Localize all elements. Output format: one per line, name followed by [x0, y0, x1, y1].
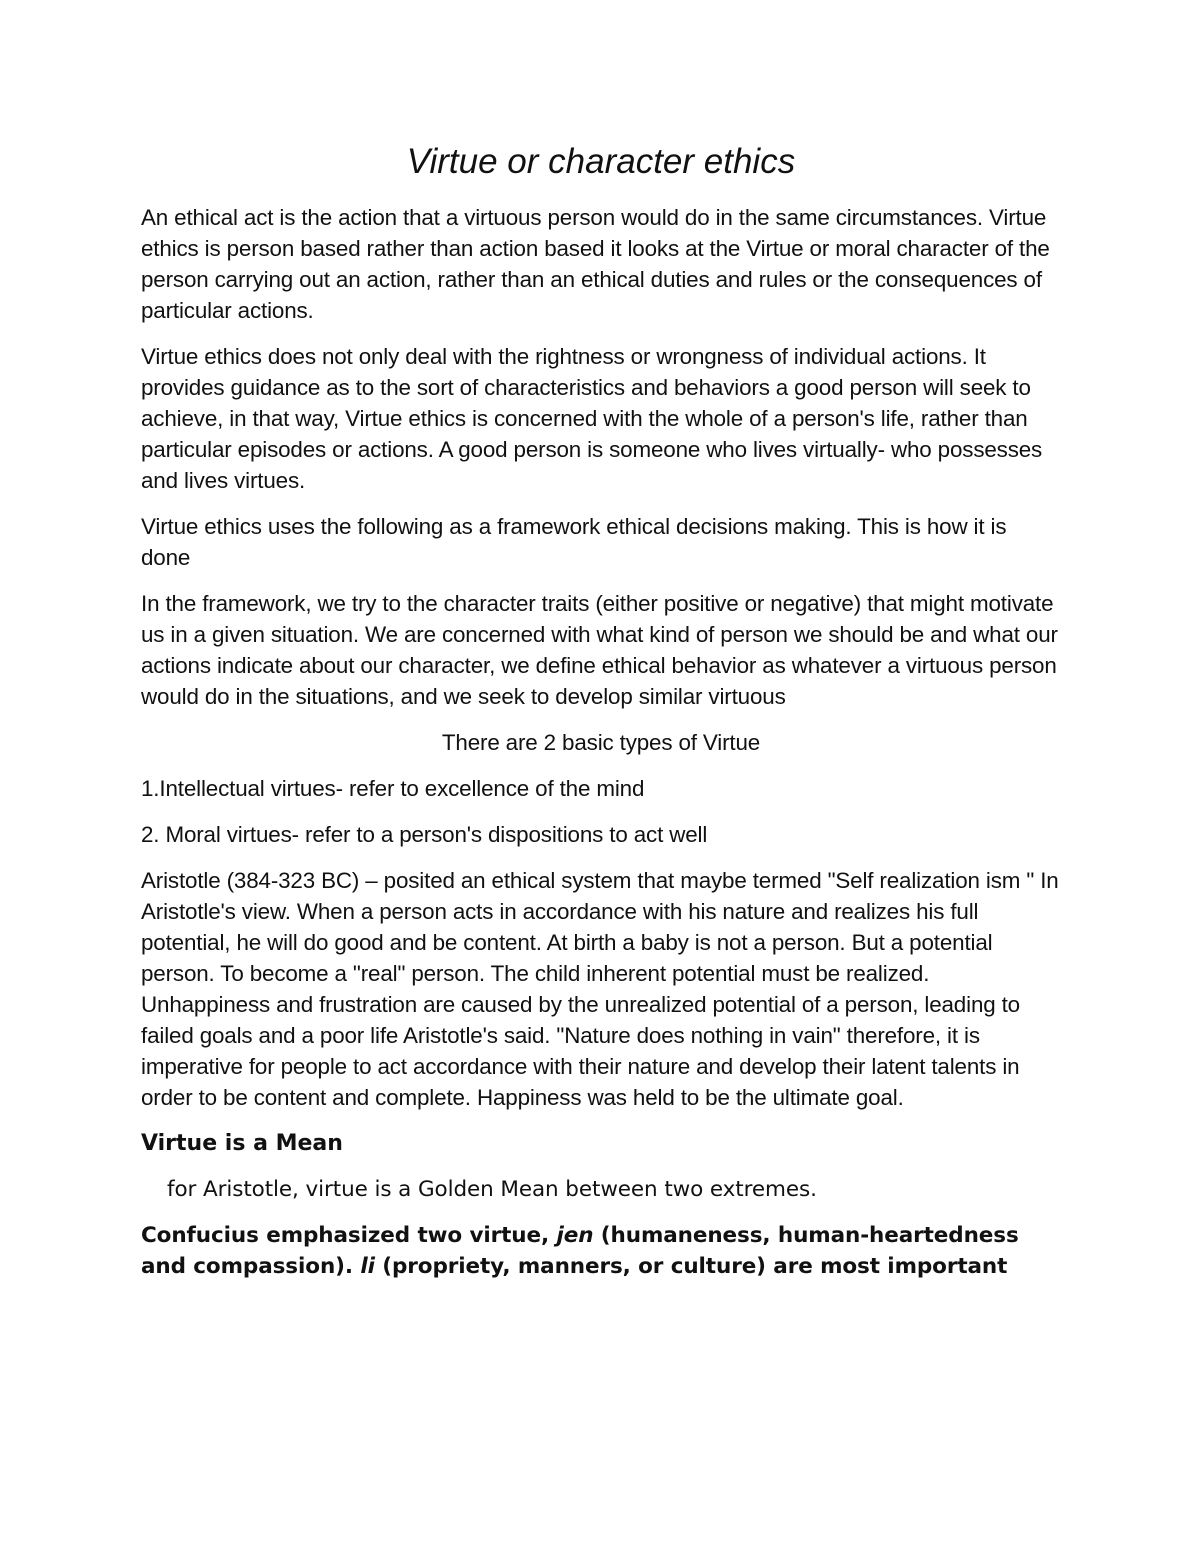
- list-item-moral: 2. Moral virtues- refer to a person's dispositions to act well: [141, 822, 708, 847]
- paragraph-confucius: [141, 1220, 1061, 1282]
- paragraph-framework: Virtue ethics uses the following as a framework ethical decisions making. This is how it is done: [141, 514, 1007, 570]
- document-page: [141, 140, 1061, 1297]
- term-li: li: [360, 1254, 375, 1279]
- confucius-text-1: Confucius emphasized two virtue,: [141, 1223, 557, 1248]
- term-jen: jen: [556, 1223, 594, 1248]
- list-item-intellectual: 1.Intellectual virtues- refer to excellence of the mind: [141, 776, 645, 801]
- paragraph-guidance: Virtue ethics does not only deal with the rightness or wrongness of individual actions. It provides guidance as to the sort of characteristics and behaviors a good person will seek to achieve, in that way, Virtue ethics is concerned with the whole of a person's life, rather than particular episodes or actions. A good person is someone who lives virtually- who possesses and lives virtues.: [141, 344, 1043, 493]
- paragraph-character-traits: In the framework, we try to the character traits (either positive or negative) that might motivate us in a given situation. We are concerned with what kind of person we should be and what our actions indicate about our character, we define ethical behavior as whatever a virtuous person would do in the situations, and we seek to develop similar virtuous: [141, 591, 1058, 709]
- paragraph-golden-mean: for Aristotle, virtue is a Golden Mean between two extremes.: [167, 1177, 817, 1202]
- paragraph-aristotle: Aristotle (384-323 BC) – posited an ethical system that maybe termed "Self realization ism " In Aristotle's view. When a person acts in accordance with his nature and realizes his full potential, he will do good and be content. At birth a baby is not a person. But a potential person. To become a "real" person. The child inherent potential must be realized. Unhappiness and frustration are caused by the unrealized potential of a person, leading to failed goals and a poor life Aristotle's said. "Nature does nothing in vain" therefore, it is imperative for people to act accordance with their nature and develop their latent talents in order to be content and complete. Happiness was held to be the ultimate goal.: [141, 868, 1059, 1110]
- paragraph-definition: An ethical act is the action that a virtuous person would do in the same circumstances. Virtue ethics is person based rather than action based it looks at the Virtue or moral character of the person carrying out an action, rather than an ethical duties and rules or the consequences of particular actions.: [141, 205, 1050, 323]
- confucius-text-3: (propriety, manners, or culture) are most important: [374, 1254, 1008, 1279]
- section-heading-mean: Virtue is a Mean: [141, 1131, 343, 1156]
- document-title: Virtue or character ethics: [406, 142, 796, 181]
- confucius-text-2: (humaneness, human-heartedness and compassion).: [141, 1223, 1019, 1279]
- types-heading: There are 2 basic types of Virtue: [441, 730, 761, 755]
